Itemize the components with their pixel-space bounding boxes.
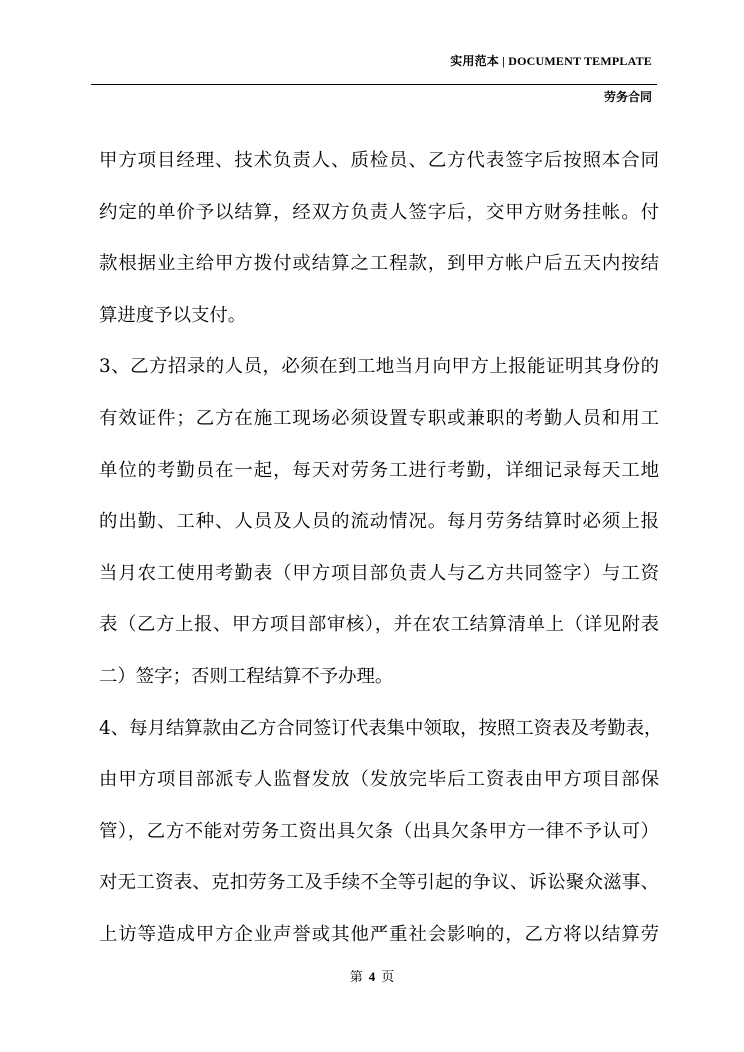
header-subtitle: 劳务合同 — [603, 90, 652, 104]
header-divider — [91, 84, 657, 85]
body-line: 款根据业主给甲方拨付或结算之工程款，到甲方帐户后五天内按结 — [99, 253, 659, 275]
body-line: 甲方项目经理、技术负责人、质检员、乙方代表签字后按照本合同 — [99, 150, 659, 171]
body-line: 的出勤、工种、人员及人员的流动情况。每月劳务结算时必须上报 — [99, 511, 659, 533]
body-line: 算进度予以支付。 — [99, 304, 247, 326]
body-line: 当月农工使用考勤表（甲方项目部负责人与乙方共同签字）与工资 — [99, 562, 659, 584]
page-number-prefix: 第 — [349, 970, 363, 985]
body-line: 由甲方项目部派专人监督发放（发放完毕后工资表由甲方项目部保 — [99, 769, 659, 791]
page-footer — [0, 966, 744, 985]
body-line: 二）签字；否则工程结算不予办理。 — [99, 665, 394, 687]
body-line: 4、每月结算款由乙方合同签订代表集中领取，按照工资表及考勤表， — [99, 717, 663, 739]
document-body — [99, 135, 663, 961]
body-line: 有效证件；乙方在施工现场必须设置专职或兼职的考勤人员和用工 — [99, 407, 659, 429]
body-line: 3、乙方招录的人员，必须在到工地当月向甲方上报能证明其身份的 — [99, 356, 659, 378]
body-line: 对无工资表、克扣劳务工及手续不全等引起的争议、诉讼聚众滋事、 — [99, 872, 659, 894]
page-number-suffix: 页 — [381, 970, 395, 985]
body-line: 约定的单价予以结算，经双方负责人签字后，交甲方财务挂帐。付 — [99, 201, 659, 223]
body-line: 管），乙方不能对劳务工资出具欠条（出具欠条甲方一律不予认可） — [99, 820, 659, 842]
header-title: 实用范本 | DOCUMENT TEMPLATE — [450, 54, 652, 68]
body-line: 单位的考勤员在一起，每天对劳务工进行考勤，详细记录每天工地 — [99, 459, 659, 481]
page-number: 4 — [368, 969, 376, 984]
body-line: 表（乙方上报、甲方项目部审核），并在农工结算清单上（详见附表 — [99, 614, 659, 636]
body-line: 上访等造成甲方企业声誉或其他严重社会影响的，乙方将以结算劳 — [99, 923, 659, 945]
